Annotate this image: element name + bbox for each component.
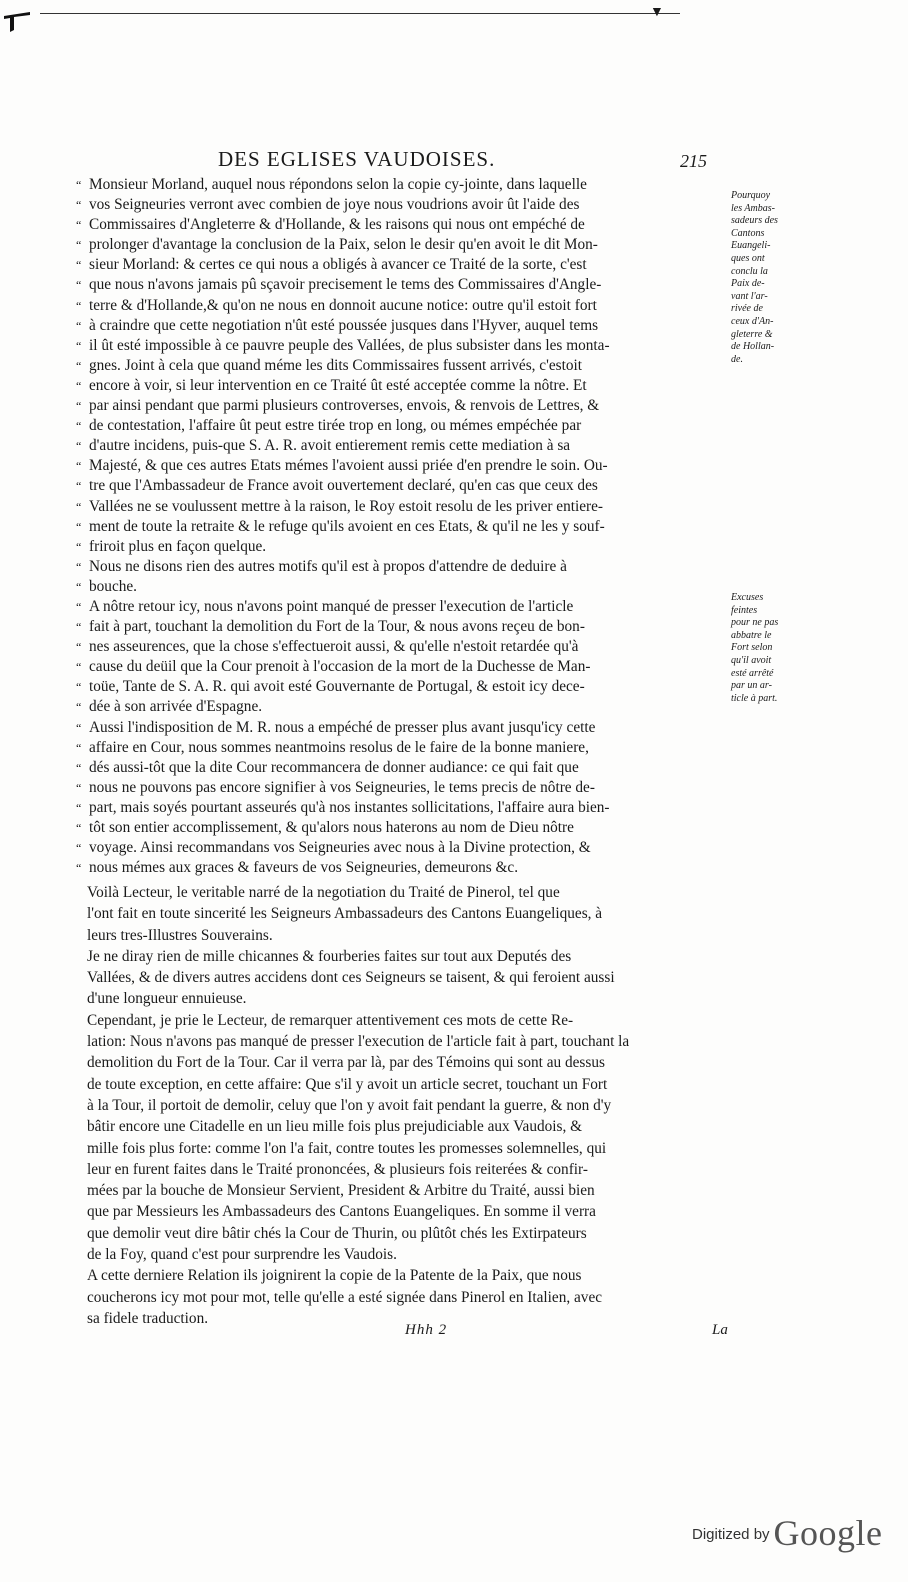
quote-mark: “ — [76, 378, 82, 393]
quote-line — [76, 858, 726, 878]
quote-line — [76, 758, 726, 778]
body-line: demolition du Fort de la Tour. Car il verra par là, par des Témoins qui sont au dessus — [87, 1054, 605, 1072]
quote-line-text: tôt son entier accomplissement, & qu'alors nous haterons au nom de Dieu nôtre — [89, 819, 574, 836]
quote-line — [76, 798, 726, 818]
margin-note-line: feintes — [731, 604, 758, 616]
quote-line — [76, 597, 726, 617]
corner-flourish-icon — [4, 10, 32, 32]
digitized-watermark — [692, 1512, 883, 1558]
quote-line-text: nous mémes aux graces & faveurs de vos Seigneuries, demeurons &c. — [89, 859, 519, 877]
quote-line — [76, 557, 726, 577]
body-text — [87, 882, 727, 1329]
body-line: mille fois plus forte: comme l'on l'a fait, contre toutes les promesses solemnelles, qui — [87, 1139, 607, 1157]
margin-note-line: vant l'ar- — [731, 290, 768, 302]
quote-line — [76, 778, 726, 798]
top-rule — [40, 13, 680, 14]
quote-line — [76, 537, 726, 557]
quote-mark: “ — [76, 218, 82, 233]
body-line: que par Messieurs les Ambassadeurs des Cantons Euangeliques. En somme il verra — [87, 1203, 596, 1221]
quote-line-text: dés aussi-tôt que la dite Cour recommancera de donner audiance: ce qui fait que — [89, 758, 579, 776]
quote-line — [76, 396, 726, 416]
quote-line — [76, 577, 726, 597]
quote-line-text: friroit plus en façon quelque. — [89, 537, 267, 555]
quote-mark: “ — [76, 419, 82, 434]
quote-line-text: encore à voir, si leur intervention en ce Traité ût esté acceptée comme la nôtre. Et — [89, 376, 587, 394]
quote-line-text: vos Seigneuries verront avec combien de joye nous voudrions avoir ût l'aide des — [89, 196, 580, 214]
quote-line — [76, 336, 726, 356]
margin-note-line: rivée de — [731, 303, 763, 315]
quote-mark: “ — [76, 841, 82, 856]
quote-mark: “ — [76, 579, 82, 594]
quote-mark: “ — [76, 740, 82, 755]
quote-line — [76, 296, 726, 316]
margin-note-line: de. — [731, 353, 743, 365]
watermark-prefix: Digitized by — [692, 1526, 770, 1543]
margin-note-excuses — [731, 592, 803, 705]
quote-line — [76, 275, 726, 295]
body-line: de toute exception, en cette affaire: Que s'il y avoit un article secret, touchant un Fort — [87, 1075, 608, 1093]
quote-line — [76, 456, 726, 476]
quote-mark: “ — [76, 660, 82, 675]
quote-line — [76, 697, 726, 717]
quote-mark: “ — [76, 620, 82, 635]
quote-line — [76, 376, 726, 396]
margin-note-line: Excuses — [731, 592, 764, 603]
quote-line — [76, 637, 726, 657]
quote-mark: “ — [76, 760, 82, 775]
quote-line — [76, 215, 726, 235]
margin-note-line: conclu la — [731, 265, 768, 277]
quote-line-text: voyage. Ainsi recommandans vos Seigneuries avec nous à la Divine protection, & — [89, 839, 591, 857]
quote-mark: “ — [76, 559, 82, 574]
quote-mark: “ — [76, 338, 82, 353]
body-line: sa fidele traduction. — [87, 1309, 209, 1327]
quote-mark: “ — [76, 479, 82, 494]
quote-line-text: part, mais soyés pourtant asseurés qu'à nos instantes sollicitations, l'affaire aura bien- — [89, 798, 610, 816]
body-line: Cependant, je prie le Lecteur, de remarquer attentivement ces mots de cette Re- — [87, 1011, 574, 1029]
margin-note-line: pour ne pas — [731, 617, 779, 629]
quote-mark: “ — [76, 780, 82, 795]
quote-line — [76, 738, 726, 758]
quote-line-text: que nous n'avons jamais pû sçavoir precisement le tems des Commissaires d'Angle- — [89, 276, 602, 294]
margin-note-line: sadeurs des — [731, 215, 778, 227]
margin-note-line: ticle à part. — [731, 692, 778, 704]
quote-mark: “ — [76, 539, 82, 554]
quote-line — [76, 235, 726, 255]
quote-line — [76, 677, 726, 697]
margin-note-ambassadors — [731, 190, 803, 366]
quote-mark: “ — [76, 459, 82, 474]
quote-line — [76, 718, 726, 738]
margin-note-line: Pourquoy — [731, 190, 771, 201]
margin-note-line: de Hollan- — [731, 341, 775, 353]
quote-mark: “ — [76, 680, 82, 695]
quote-line — [76, 617, 726, 637]
quote-line-text: A nôtre retour icy, nous n'avons point manqué de presser l'execution de l'article — [89, 597, 574, 615]
margin-note-line: ceux d'An- — [731, 315, 774, 327]
quote-line-text: Commissaires d'Angleterre & d'Hollande, & les raisons qui nous ont empéché de — [89, 216, 585, 234]
quote-line — [76, 195, 726, 215]
margin-note-line: les Ambas- — [731, 202, 775, 214]
quote-line-text: dée à son arrivée d'Espagne. — [89, 698, 263, 716]
quote-line-text: gnes. Joint à cela que quand méme les dits Commissaires fussent arrivés, c'estoit — [89, 356, 582, 374]
quote-mark: “ — [76, 399, 82, 414]
quote-mark: “ — [76, 258, 82, 273]
catchword: La — [712, 1322, 728, 1338]
quote-line-text: Nous ne disons rien des autres motifs qu'il est à propos d'attendre de deduire à — [89, 557, 567, 575]
margin-note-line: par un ar- — [731, 680, 772, 692]
quote-line-text: Monsieur Morland, auquel nous répondons selon la copie cy-jointe, dans laquelle — [89, 176, 587, 193]
quote-mark: “ — [76, 439, 82, 454]
margin-note-line: Cantons — [731, 227, 765, 239]
body-line: leur en furent faites dans le Traité prononcées, & plusieurs fois reiterées & confir- — [87, 1160, 588, 1178]
quote-line — [76, 657, 726, 677]
quote-line — [76, 476, 726, 496]
running-title: DES EGLISES VAUDOISES. — [218, 147, 496, 171]
quote-mark: “ — [76, 178, 82, 192]
quote-mark: “ — [76, 599, 82, 614]
quote-line — [76, 175, 726, 195]
body-line: coucherons icy mot pour mot, telle qu'elle a esté signée dans Pinerol en Italien, avec — [87, 1288, 603, 1306]
quote-line-text: Aussi l'indisposition de M. R. nous a empéché de presser plus avant jusqu'icy cette — [89, 718, 596, 736]
quote-mark: “ — [76, 800, 82, 815]
quote-mark: “ — [76, 499, 82, 514]
quote-line-text: fait à part, touchant la demolition du Fort de la Tour, & nous avons reçeu de bon- — [89, 618, 585, 636]
quote-line-text: de contestation, l'affaire ût peut estre tirée trop en long, ou mémes empéchée par — [89, 417, 582, 435]
quote-line-text: à craindre que cette negotiation n'ût esté poussée jusques dans l'Hyver, auquel tems — [89, 316, 599, 334]
body-line: Je ne diray rien de mille chicannes & fourberies faites sur tout aux Deputés des — [87, 947, 572, 965]
quote-mark: “ — [76, 238, 82, 253]
body-line: d'une longueur ennuieuse. — [87, 990, 247, 1008]
margin-note-line: Fort selon — [731, 642, 773, 654]
body-line: bâtir encore une Citadelle en un lieu mille fois plus prejudiciable aux Vaudois, & — [87, 1118, 583, 1136]
body-line: à la Tour, il portoit de demolir, celuy que l'on y avoit fait pendant la guerre, & non d'y — [87, 1096, 612, 1114]
quote-line — [76, 838, 726, 858]
margin-note-line: ques ont — [731, 252, 765, 264]
quote-mark: “ — [76, 519, 82, 534]
quote-line-text: nous ne pouvons pas encore signifier à vos Seigneuries, le tems precis de nôtre de- — [89, 778, 595, 796]
quote-line-text: affaire en Cour, nous sommes neantmoins resolus de le faire de la bonne maniere, — [89, 738, 589, 756]
margin-note-line: Paix de- — [731, 278, 765, 290]
quote-line-text: nes asseurences, que la chose s'effectueroit aussi, & qu'elle n'estoit retardée qu'à — [89, 638, 579, 656]
quote-line — [76, 416, 726, 436]
quote-line-text: Vallées ne se voulussent mettre à la raison, le Roy estoit resolu de les priver entiere- — [89, 497, 603, 515]
quote-line-text: cause du deüil que la Cour prenoit à l'occasion de la mort de la Duchesse de Man- — [89, 658, 591, 676]
margin-note-line: Euangeli- — [731, 240, 771, 252]
quote-mark: “ — [76, 278, 82, 293]
quote-line-text: d'autre incidens, puis-que S. A. R. avoit entierement remis cette mediation à sa — [89, 437, 571, 455]
quote-mark: “ — [76, 318, 82, 333]
quote-line — [76, 818, 726, 838]
quote-line — [76, 255, 726, 275]
margin-note-line: qu'il avoit — [731, 654, 772, 666]
quote-line — [76, 316, 726, 336]
page-number: 215 — [680, 151, 707, 171]
quote-line-text: par ainsi pendant que parmi plusieurs controverses, envois, & renvois de Lettres, & — [89, 397, 600, 415]
quote-line — [76, 436, 726, 456]
quote-mark: “ — [76, 821, 82, 835]
quote-line-text: ment de toute la retraite & le refuge qu'ils avoient en ces Etats, & qu'il ne les y souf- — [89, 517, 605, 535]
quote-mark: “ — [76, 700, 82, 715]
quote-line — [76, 497, 726, 517]
body-line: Voilà Lecteur, le veritable narré de la negotiation du Traité de Pinerol, tel que — [87, 884, 560, 901]
quote-line-text: tre que l'Ambassadeur de France avoit ouvertement declaré, qu'en cas que ceux des — [89, 477, 598, 495]
quote-line — [76, 356, 726, 376]
quote-line-text: sieur Morland: & certes ce qui nous a obligés à avancer ce Traité de la sorte, c'est — [89, 256, 587, 274]
body-line: lation: Nous n'avons pas manqué de presser l'execution de l'article fait à part, touchant la — [87, 1033, 630, 1051]
quote-line-text: Majesté, & que ces autres Etats mémes l'avoient aussi priée d'en prendre le soin. Ou- — [89, 457, 608, 475]
body-line: l'ont fait en toute sincerité les Seigneurs Ambassadeurs des Cantons Euangeliques, à — [87, 905, 603, 923]
quote-line-text: il ût esté impossible à ce pauvre peuple des Vallées, de plus subsister dans les monta- — [89, 336, 610, 354]
body-line: de la Foy, quand c'est pour surprendre les Vaudois. — [87, 1246, 397, 1264]
quote-mark: “ — [76, 640, 82, 655]
quote-line-text: prolonger d'avantage la conclusion de la Paix, selon le desir qu'en avoit le dit Mon- — [89, 236, 598, 254]
running-head — [0, 147, 908, 171]
margin-note-line: abbatre le — [731, 629, 772, 641]
body-line: leurs tres-Illustres Souverains. — [87, 926, 273, 944]
quote-line-text: bouche. — [89, 577, 137, 595]
quote-mark: “ — [76, 298, 82, 313]
body-line: que demolir veut dire bâtir chés la Cour de Thurin, ou plûtôt chés les Extirpateurs — [87, 1224, 587, 1242]
google-logo: Google — [773, 1513, 883, 1553]
quote-mark: “ — [76, 198, 82, 213]
signature-mark: Hhh 2 — [405, 1322, 448, 1338]
body-line: Vallées, & de divers autres accidens dont ces Seigneurs se taisent, & qui feroient aussi — [87, 969, 615, 987]
quoted-letter — [76, 175, 726, 878]
quote-mark: “ — [76, 861, 82, 876]
quote-line-text: terre & d'Hollande,& qu'on ne nous en donnoit aucune notice: outre qu'il estoit fort — [89, 296, 597, 314]
quote-line-text: toüe, Tante de S. A. R. qui avoit esté Gouvernante de Portugal, & estoit icy dece- — [89, 678, 585, 696]
quote-line — [76, 517, 726, 537]
margin-note-line: esté arrêté — [731, 667, 774, 679]
quote-mark: “ — [76, 720, 82, 735]
body-line: A cette derniere Relation ils joignirent la copie de la Patente de la Paix, que nous — [87, 1267, 582, 1285]
margin-note-line: gleterre & — [731, 328, 773, 340]
body-line: mées par la bouche de Monsieur Servient, President & Arbitre du Traité, aussi bien — [87, 1182, 595, 1200]
top-tick-mark: ▼ — [650, 5, 664, 20]
quote-mark: “ — [76, 358, 82, 373]
